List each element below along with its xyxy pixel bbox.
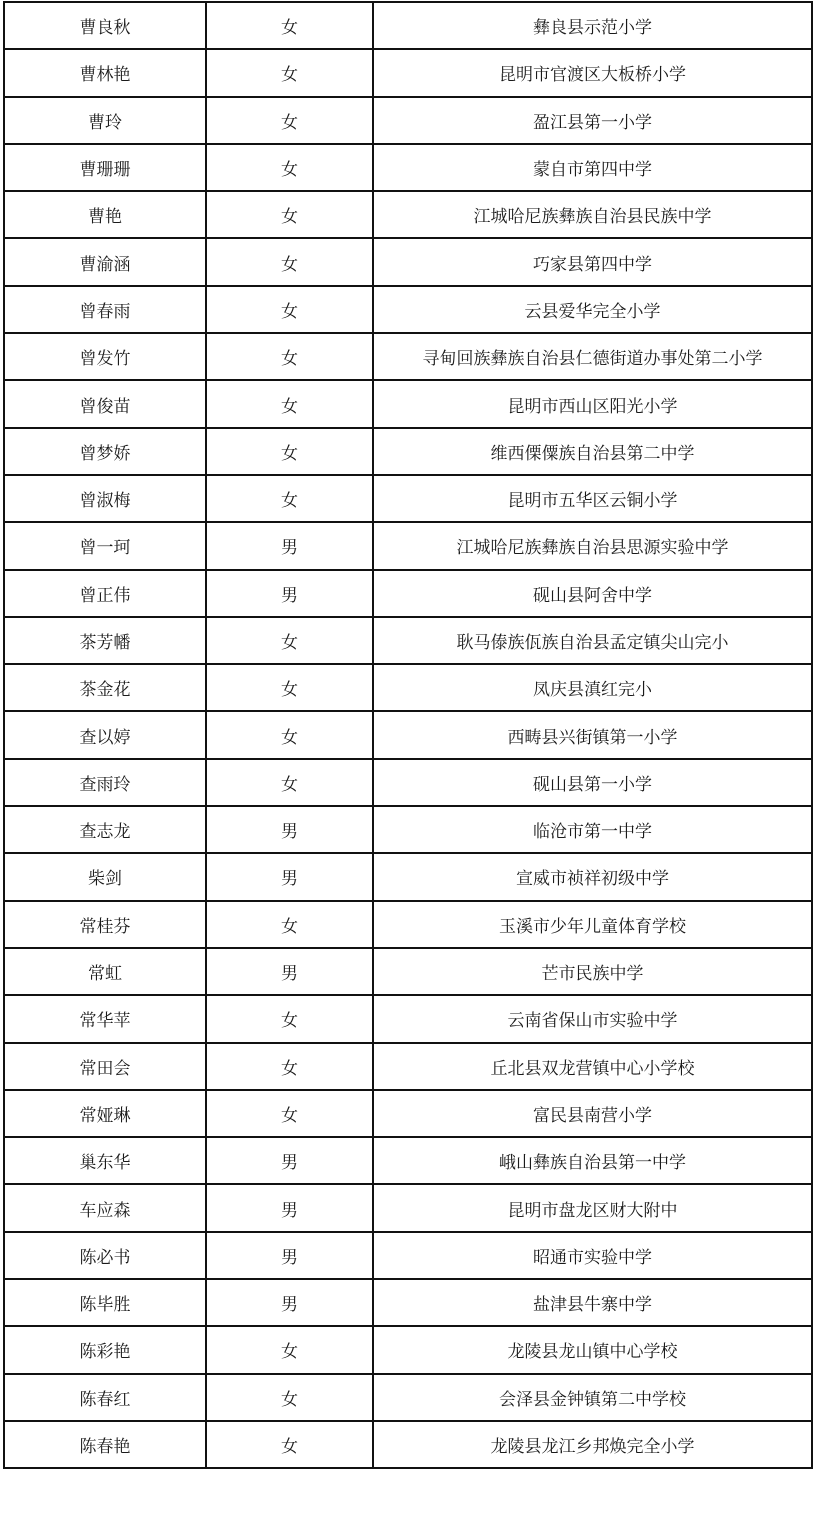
school-cell: 龙陵县龙江乡邦焕完全小学 [373, 1421, 812, 1468]
table-row [4, 144, 812, 191]
table-row [4, 1374, 812, 1421]
gender-cell: 女 [206, 995, 373, 1042]
gender-cell: 女 [206, 1090, 373, 1137]
table-row [4, 664, 812, 711]
school-cell: 昆明市西山区阳光小学 [373, 380, 812, 427]
gender-cell: 女 [206, 475, 373, 522]
table-row [4, 191, 812, 238]
gender-cell: 女 [206, 901, 373, 948]
gender-cell: 女 [206, 1374, 373, 1421]
school-cell: 云南省保山市实验中学 [373, 995, 812, 1042]
school-cell: 芒市民族中学 [373, 948, 812, 995]
name-cell: 查以婷 [4, 711, 206, 758]
name-cell: 曾梦娇 [4, 428, 206, 475]
school-cell: 昆明市盘龙区财大附中 [373, 1184, 812, 1231]
school-cell: 临沧市第一中学 [373, 806, 812, 853]
gender-cell: 女 [206, 1043, 373, 1090]
table-row [4, 1184, 812, 1231]
table-row [4, 1043, 812, 1090]
table-row [4, 97, 812, 144]
school-cell: 砚山县阿舍中学 [373, 570, 812, 617]
name-cell: 曹艳 [4, 191, 206, 238]
school-cell: 江城哈尼族彝族自治县民族中学 [373, 191, 812, 238]
name-cell: 茶芳幡 [4, 617, 206, 664]
name-cell: 曾正伟 [4, 570, 206, 617]
name-cell: 曾俊苗 [4, 380, 206, 427]
name-cell: 常虹 [4, 948, 206, 995]
gender-cell: 女 [206, 1421, 373, 1468]
gender-cell: 女 [206, 2, 373, 49]
name-cell: 曾淑梅 [4, 475, 206, 522]
table-row [4, 759, 812, 806]
school-cell: 西畴县兴街镇第一小学 [373, 711, 812, 758]
table-row [4, 1232, 812, 1279]
table-row [4, 286, 812, 333]
table-row [4, 995, 812, 1042]
table-row [4, 522, 812, 569]
name-cell: 曹珊珊 [4, 144, 206, 191]
gender-cell: 男 [206, 522, 373, 569]
name-cell: 柴剑 [4, 853, 206, 900]
school-cell: 富民县南营小学 [373, 1090, 812, 1137]
table-row [4, 617, 812, 664]
school-cell: 江城哈尼族彝族自治县思源实验中学 [373, 522, 812, 569]
gender-cell: 女 [206, 333, 373, 380]
school-cell: 玉溪市少年儿童体育学校 [373, 901, 812, 948]
gender-cell: 女 [206, 1326, 373, 1373]
gender-cell: 男 [206, 1184, 373, 1231]
table-row [4, 238, 812, 285]
gender-cell: 女 [206, 759, 373, 806]
name-cell: 曹玲 [4, 97, 206, 144]
name-cell: 曾春雨 [4, 286, 206, 333]
name-cell: 常娅琳 [4, 1090, 206, 1137]
name-cell: 常华苹 [4, 995, 206, 1042]
name-cell: 车应森 [4, 1184, 206, 1231]
gender-cell: 女 [206, 238, 373, 285]
name-cell: 常田会 [4, 1043, 206, 1090]
name-cell: 曹林艳 [4, 49, 206, 96]
name-cell: 陈毕胜 [4, 1279, 206, 1326]
table-row [4, 901, 812, 948]
school-cell: 凤庆县滇红完小 [373, 664, 812, 711]
gender-cell: 女 [206, 286, 373, 333]
name-cell: 陈春艳 [4, 1421, 206, 1468]
school-cell: 宣威市祯祥初级中学 [373, 853, 812, 900]
school-cell: 砚山县第一小学 [373, 759, 812, 806]
school-cell: 耿马傣族佤族自治县孟定镇尖山完小 [373, 617, 812, 664]
name-cell: 陈彩艳 [4, 1326, 206, 1373]
table-row [4, 49, 812, 96]
gender-cell: 女 [206, 380, 373, 427]
school-cell: 云县爱华完全小学 [373, 286, 812, 333]
gender-cell: 男 [206, 1137, 373, 1184]
table-row [4, 1421, 812, 1468]
table-row [4, 1137, 812, 1184]
name-cell: 陈春红 [4, 1374, 206, 1421]
name-cell: 查志龙 [4, 806, 206, 853]
gender-cell: 男 [206, 1279, 373, 1326]
roster-body [4, 2, 812, 1468]
table-row [4, 1090, 812, 1137]
school-cell: 维西傈僳族自治县第二中学 [373, 428, 812, 475]
gender-cell: 女 [206, 191, 373, 238]
table-row [4, 333, 812, 380]
gender-cell: 女 [206, 664, 373, 711]
name-cell: 陈必书 [4, 1232, 206, 1279]
school-cell: 盐津县牛寨中学 [373, 1279, 812, 1326]
school-cell: 巧家县第四中学 [373, 238, 812, 285]
gender-cell: 男 [206, 1232, 373, 1279]
table-row [4, 380, 812, 427]
school-cell: 蒙自市第四中学 [373, 144, 812, 191]
school-cell: 昆明市官渡区大板桥小学 [373, 49, 812, 96]
school-cell: 盈江县第一小学 [373, 97, 812, 144]
table-row [4, 2, 812, 49]
school-cell: 彝良县示范小学 [373, 2, 812, 49]
gender-cell: 男 [206, 853, 373, 900]
roster-table [3, 1, 813, 1469]
table-row [4, 853, 812, 900]
school-cell: 昭通市实验中学 [373, 1232, 812, 1279]
gender-cell: 女 [206, 97, 373, 144]
gender-cell: 女 [206, 617, 373, 664]
name-cell: 曾发竹 [4, 333, 206, 380]
name-cell: 常桂芬 [4, 901, 206, 948]
gender-cell: 女 [206, 428, 373, 475]
name-cell: 曹良秋 [4, 2, 206, 49]
table-row [4, 570, 812, 617]
name-cell: 查雨玲 [4, 759, 206, 806]
gender-cell: 男 [206, 806, 373, 853]
name-cell: 曾一珂 [4, 522, 206, 569]
table-row [4, 428, 812, 475]
school-cell: 寻甸回族彝族自治县仁德街道办事处第二小学 [373, 333, 812, 380]
table-row [4, 475, 812, 522]
school-cell: 丘北县双龙营镇中心小学校 [373, 1043, 812, 1090]
table-row [4, 1326, 812, 1373]
gender-cell: 女 [206, 49, 373, 96]
name-cell: 巢东华 [4, 1137, 206, 1184]
school-cell: 会泽县金钟镇第二中学校 [373, 1374, 812, 1421]
table-row [4, 948, 812, 995]
gender-cell: 男 [206, 570, 373, 617]
name-cell: 曹渝涵 [4, 238, 206, 285]
school-cell: 峨山彝族自治县第一中学 [373, 1137, 812, 1184]
gender-cell: 女 [206, 711, 373, 758]
table-row [4, 711, 812, 758]
school-cell: 龙陵县龙山镇中心学校 [373, 1326, 812, 1373]
school-cell: 昆明市五华区云铜小学 [373, 475, 812, 522]
gender-cell: 女 [206, 144, 373, 191]
table-row [4, 806, 812, 853]
name-cell: 茶金花 [4, 664, 206, 711]
gender-cell: 男 [206, 948, 373, 995]
table-row [4, 1279, 812, 1326]
